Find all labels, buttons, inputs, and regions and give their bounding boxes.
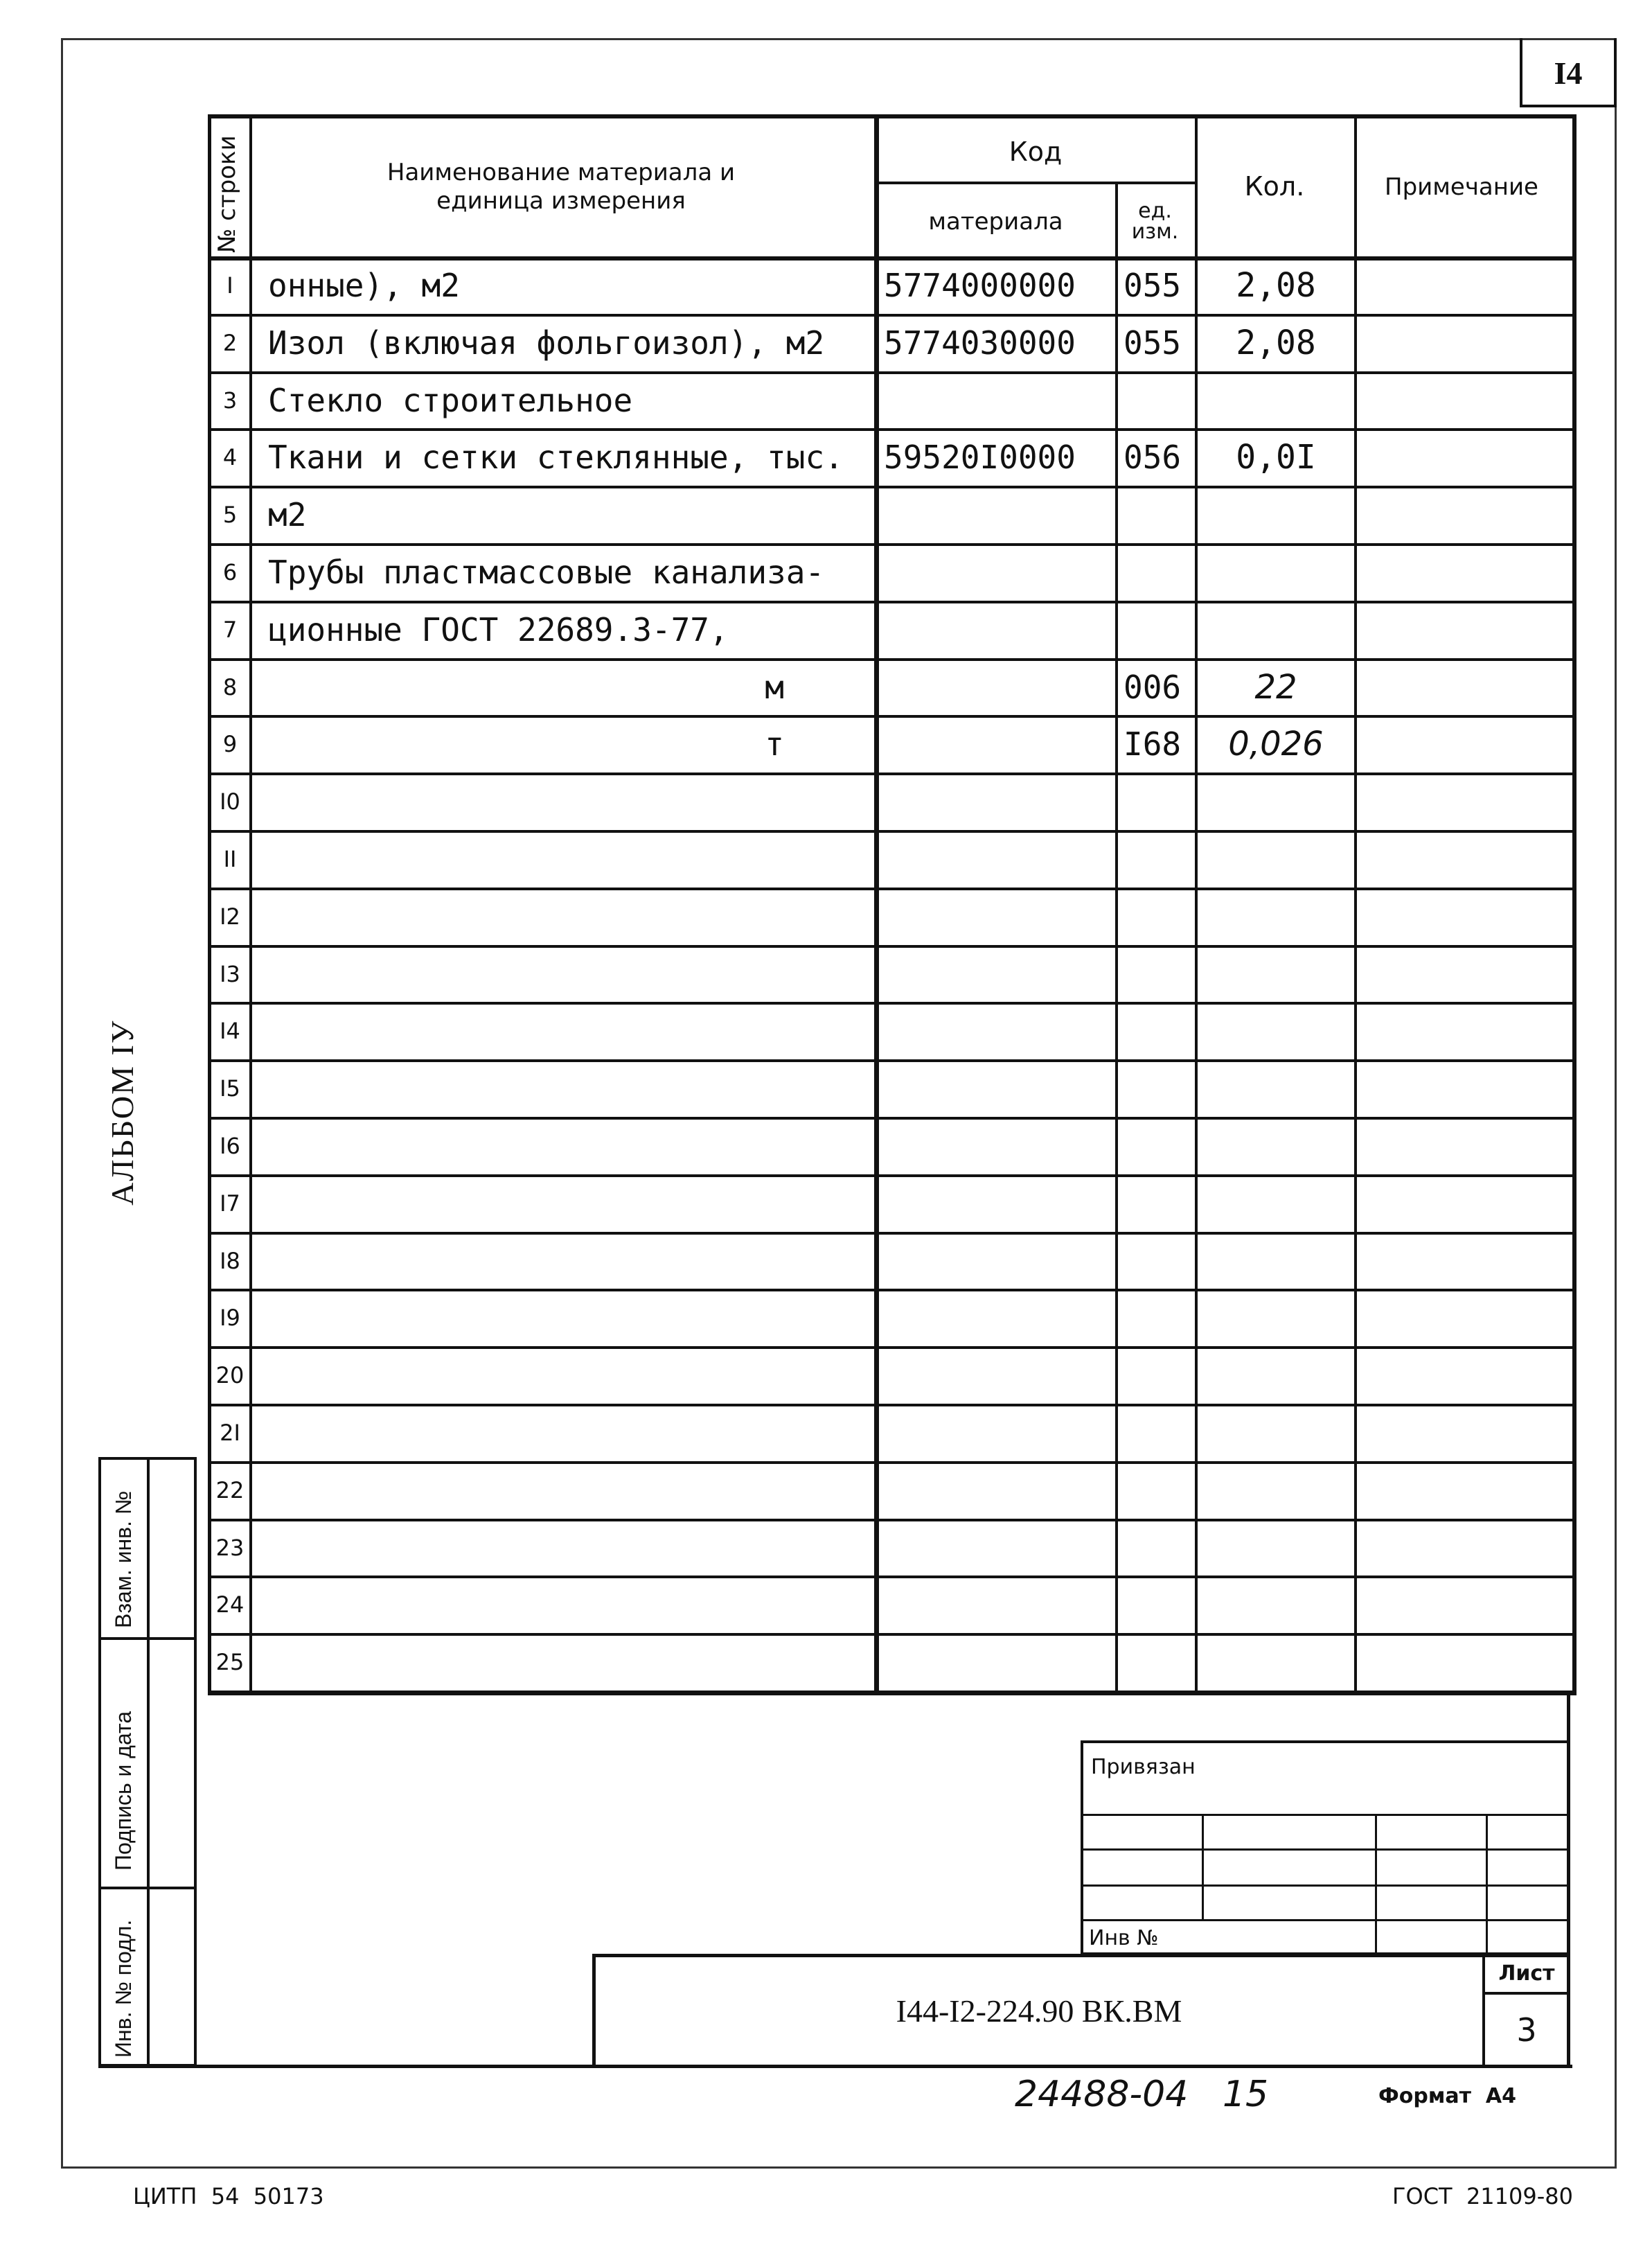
- material-name: [253, 888, 874, 945]
- material-code: [878, 1404, 1115, 1461]
- unit-code: [1118, 1232, 1195, 1289]
- quantity: [1198, 1519, 1354, 1576]
- quantity: 22: [1254, 667, 1297, 707]
- material-name: [253, 1174, 874, 1232]
- quantity: [1198, 486, 1354, 543]
- row-number: I0: [220, 788, 240, 815]
- material-code: [878, 773, 1115, 830]
- row-number: 4: [222, 443, 238, 470]
- material-code: [878, 486, 1115, 543]
- side-stamp-inv-podl: Инв. № подл.: [111, 1919, 136, 2058]
- format-label: Формат А4: [1378, 2083, 1516, 2108]
- note: [1357, 1404, 1572, 1461]
- note: [1357, 543, 1572, 601]
- material-code: [878, 1174, 1115, 1232]
- material-name: [253, 1289, 874, 1346]
- quantity: [1198, 1232, 1354, 1289]
- note: [1357, 1289, 1572, 1346]
- row-number: I9: [220, 1304, 240, 1331]
- material-name: [253, 1633, 874, 1691]
- row-number: 25: [215, 1648, 245, 1675]
- material-name: Изол (включая фольгоизол), м2: [268, 324, 825, 362]
- unit-code: [1118, 1117, 1195, 1174]
- header-quantity: Кол.: [1244, 171, 1305, 202]
- material-code: [878, 1117, 1115, 1174]
- quantity: [1198, 1174, 1354, 1232]
- list-value: 3: [1516, 2011, 1537, 2049]
- row-number: 9: [222, 730, 238, 757]
- list-label: Лист: [1498, 1961, 1555, 1986]
- quantity: [1198, 1002, 1354, 1059]
- material-name: [253, 1575, 874, 1633]
- material-code: 59520I0000: [884, 438, 1076, 476]
- quantity: [1198, 1289, 1354, 1346]
- note: [1357, 773, 1572, 830]
- material-code: 5774030000: [884, 324, 1076, 362]
- material-code: [878, 1519, 1115, 1576]
- row-number: I8: [220, 1247, 240, 1274]
- quantity: [1198, 601, 1354, 658]
- unit-code: [1118, 486, 1195, 543]
- header-code-group: Код: [1009, 136, 1063, 168]
- privyazan-label: Привязан: [1091, 1754, 1196, 1779]
- note: [1357, 601, 1572, 658]
- quantity: [1198, 1461, 1354, 1519]
- inv-no-label: Инв №: [1089, 1925, 1159, 1950]
- quantity: [1198, 1059, 1354, 1117]
- row-number: 2: [222, 329, 238, 356]
- unit-code: [1118, 543, 1195, 601]
- row-number: I: [227, 272, 233, 299]
- note: [1357, 1174, 1572, 1232]
- row-number: 22: [215, 1476, 245, 1503]
- material-name: [253, 1117, 874, 1174]
- material-name: Трубы пластмассовые канализа-: [268, 553, 825, 591]
- material-code: [878, 371, 1115, 429]
- quantity: [1198, 1575, 1354, 1633]
- material-code: [878, 1346, 1115, 1404]
- material-code: [878, 1059, 1115, 1117]
- page-number: I4: [1554, 55, 1583, 91]
- header-name: Наименование материала и единица измерения: [387, 159, 736, 215]
- material-code: [878, 543, 1115, 601]
- material-name: м2: [268, 495, 307, 533]
- note: [1357, 658, 1572, 716]
- material-name: [253, 830, 874, 888]
- row-number: II: [223, 845, 237, 872]
- note: [1357, 945, 1572, 1003]
- footer-right: ГОСТ 21109-80: [1392, 2183, 1573, 2209]
- row-number: 24: [215, 1591, 245, 1618]
- note: [1357, 256, 1572, 314]
- material-code: [878, 1575, 1115, 1633]
- unit-code: 055: [1123, 266, 1182, 304]
- unit-code: 006: [1123, 668, 1182, 706]
- side-stamp-podpis: Подпись и дата: [111, 1711, 136, 1871]
- material-code: [878, 1002, 1115, 1059]
- note: [1357, 1232, 1572, 1289]
- header-code-material: материала: [928, 207, 1063, 236]
- quantity: 0,0I: [1236, 437, 1316, 477]
- album-label: АЛЬБОМ IУ: [105, 1019, 140, 1206]
- unit-code: [1118, 1519, 1195, 1576]
- doc-code: I44-I2-224.90 ВК.ВМ: [896, 1993, 1182, 2029]
- material-code: [878, 601, 1115, 658]
- material-name: [253, 1404, 874, 1461]
- unit-code: [1118, 945, 1195, 1003]
- row-number: 6: [222, 558, 238, 585]
- material-code: [878, 945, 1115, 1003]
- material-name: [253, 1059, 874, 1117]
- handwritten-number: 24488-04 15: [1015, 2074, 1269, 2115]
- note: [1357, 1002, 1572, 1059]
- quantity: 2,08: [1236, 323, 1316, 362]
- quantity: [1198, 888, 1354, 945]
- header-row-number-text: № строки: [213, 135, 241, 253]
- unit-code: [1118, 1174, 1195, 1232]
- material-code: [878, 830, 1115, 888]
- unit-code: [1118, 773, 1195, 830]
- material-code: 5774000000: [884, 266, 1076, 304]
- footer-left: ЦИТП 54 50173: [133, 2183, 324, 2209]
- note: [1357, 715, 1572, 773]
- row-number: 3: [222, 387, 238, 414]
- quantity: [1198, 945, 1354, 1003]
- header-note: Примечание: [1385, 173, 1538, 201]
- unit-code: [1118, 1404, 1195, 1461]
- row-number: I3: [220, 960, 240, 987]
- row-number: I2: [220, 903, 240, 930]
- note: [1357, 1059, 1572, 1117]
- material-code: [878, 1289, 1115, 1346]
- material-name: [253, 945, 874, 1003]
- unit-code: 055: [1123, 324, 1182, 362]
- quantity: [1198, 1346, 1354, 1404]
- quantity: [1198, 1404, 1354, 1461]
- side-stamp-vzam: Взам. инв. №: [111, 1490, 136, 1628]
- unit-code: [1118, 888, 1195, 945]
- quantity: [1198, 371, 1354, 429]
- row-number: 7: [222, 616, 238, 643]
- material-code: [878, 1461, 1115, 1519]
- quantity: [1198, 830, 1354, 888]
- material-code: [878, 658, 1115, 716]
- note: [1357, 428, 1572, 486]
- unit-code: [1118, 1461, 1195, 1519]
- row-number: 2I: [220, 1419, 240, 1446]
- note: [1357, 830, 1572, 888]
- material-name: Ткани и сетки стеклянные, тыс.: [268, 438, 844, 476]
- material-name: [253, 773, 874, 830]
- material-name: м: [765, 668, 784, 706]
- note: [1357, 314, 1572, 371]
- material-code: [878, 888, 1115, 945]
- grid-line: [208, 1691, 1572, 1695]
- unit-code: [1118, 1346, 1195, 1404]
- material-name: [253, 1232, 874, 1289]
- unit-code: [1118, 601, 1195, 658]
- note: [1357, 486, 1572, 543]
- unit-code: [1118, 1575, 1195, 1633]
- unit-code: I68: [1123, 725, 1182, 763]
- note: [1357, 371, 1572, 429]
- quantity: 0,026: [1228, 724, 1324, 763]
- row-number: I4: [220, 1017, 240, 1044]
- unit-code: 056: [1123, 438, 1182, 476]
- grid-line: [1572, 114, 1576, 1695]
- material-code: [878, 1633, 1115, 1691]
- material-name: [253, 1346, 874, 1404]
- note: [1357, 1461, 1572, 1519]
- note: [1357, 1519, 1572, 1576]
- quantity: [1198, 1117, 1354, 1174]
- note: [1357, 888, 1572, 945]
- unit-code: [1118, 1059, 1195, 1117]
- row-number: I5: [220, 1075, 240, 1102]
- unit-code: [1118, 830, 1195, 888]
- row-number: I6: [220, 1132, 240, 1159]
- material-code: [878, 715, 1115, 773]
- material-code: [878, 1232, 1115, 1289]
- note: [1357, 1575, 1572, 1633]
- material-name: [253, 1519, 874, 1576]
- grid-line: [208, 114, 1572, 118]
- unit-code: [1118, 1633, 1195, 1691]
- row-number: 23: [215, 1534, 245, 1561]
- row-number: 8: [222, 673, 238, 700]
- grid-line: [249, 114, 252, 1691]
- note: [1357, 1633, 1572, 1691]
- quantity: 2,08: [1236, 265, 1316, 305]
- unit-code: [1118, 1289, 1195, 1346]
- material-name: т: [765, 725, 784, 763]
- row-number: 5: [222, 501, 238, 528]
- header-row-number: [208, 118, 249, 256]
- material-name: [253, 1461, 874, 1519]
- material-name: [253, 1002, 874, 1059]
- material-name: ционные ГОСТ 22689.3-77,: [268, 610, 729, 648]
- quantity: [1198, 543, 1354, 601]
- note: [1357, 1346, 1572, 1404]
- row-number: I7: [220, 1190, 240, 1217]
- material-name: онные), м2: [268, 266, 460, 304]
- unit-code: [1118, 1002, 1195, 1059]
- quantity: [1198, 773, 1354, 830]
- header-code-unit: ед. изм.: [1131, 199, 1179, 244]
- quantity: [1198, 1633, 1354, 1691]
- unit-code: [1118, 371, 1195, 429]
- row-number: 20: [215, 1361, 245, 1388]
- material-name: Стекло строительное: [268, 381, 633, 419]
- note: [1357, 1117, 1572, 1174]
